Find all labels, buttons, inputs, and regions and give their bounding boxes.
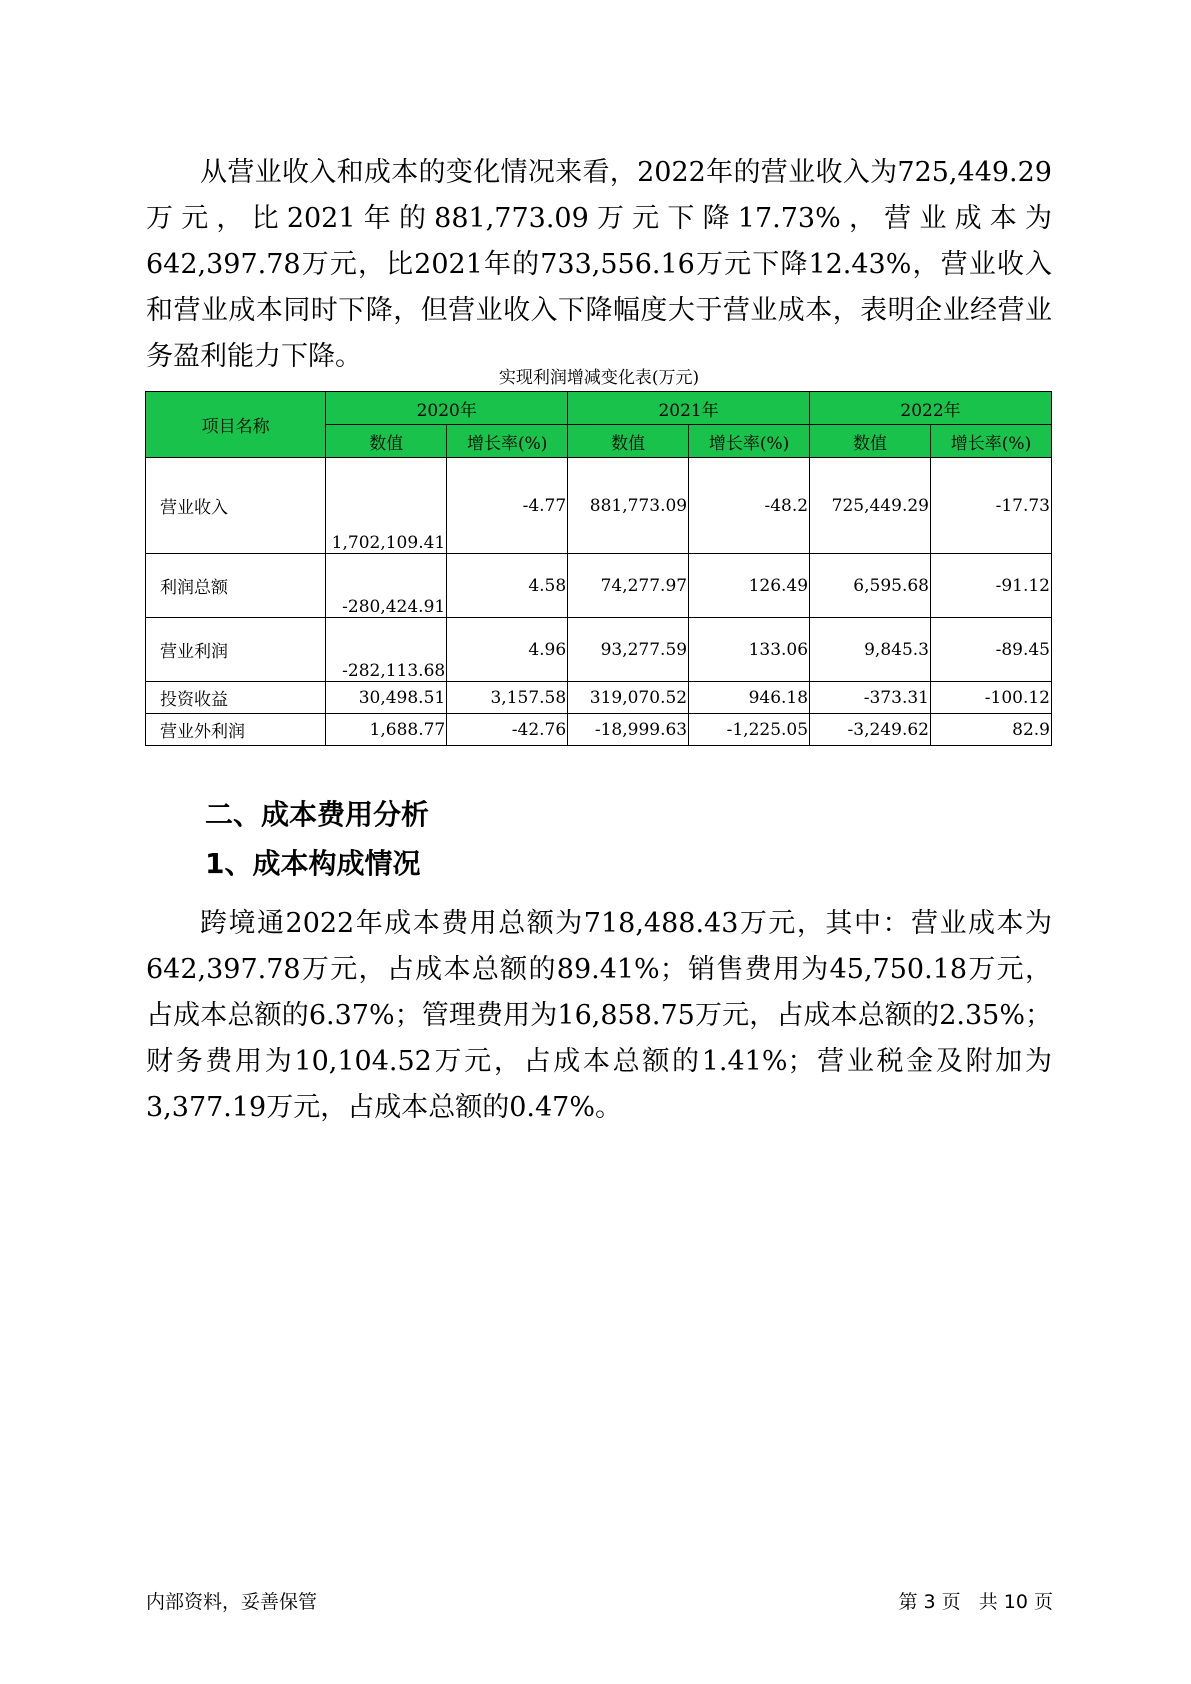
cell-growth: -1,225.05	[689, 714, 810, 746]
cell-value: 93,277.59	[568, 618, 689, 682]
cost-composition-paragraph: 跨境通2022年成本费用总额为718,488.43万元，其中：营业成本为642,397.78万元，占成本总额的89.41%；销售费用为45,750.18万元，占成本总额的6.37%；管理费用为16,858.75万元，占成本总额的2.35%；财务费用为10,104.52万元，占成本总额的1.41%；营业税金及附加为3,377.19万元，占成本总额的0.47%。	[146, 908, 1052, 1123]
cell-growth: 4.96	[447, 618, 568, 682]
cell-value: 9,845.3	[810, 618, 931, 682]
header-growth: 增长率(%)	[689, 425, 810, 458]
cell-value: -18,999.63	[568, 714, 689, 746]
footer-page-number: 第 3 页 共 10 页	[898, 1591, 1053, 1613]
cell-growth: -48.2	[689, 458, 810, 554]
cell-growth: 82.9	[930, 714, 1051, 746]
header-value: 数值	[810, 425, 931, 458]
cell-growth: -17.73	[930, 458, 1051, 554]
header-year: 2020年	[326, 392, 568, 425]
subsection-heading: 1、成本构成情况	[205, 847, 421, 880]
cell-value: 30,498.51	[326, 682, 447, 714]
cell-value: -3,249.62	[810, 714, 931, 746]
cell-value: 1,702,109.41	[326, 458, 447, 554]
table-caption: 实现利润增减变化表(万元)	[498, 368, 700, 388]
cell-growth: -100.12	[930, 682, 1051, 714]
table-row	[146, 554, 1052, 618]
row-name: 营业利润	[146, 618, 326, 682]
cell-growth: -91.12	[930, 554, 1051, 618]
cell-value: -282,113.68	[326, 618, 447, 682]
row-name: 营业收入	[146, 458, 326, 554]
header-year: 2022年	[810, 392, 1052, 425]
row-name: 利润总额	[146, 554, 326, 618]
header-growth: 增长率(%)	[930, 425, 1051, 458]
header-growth: 增长率(%)	[447, 425, 568, 458]
table-row	[146, 682, 1052, 714]
header-year: 2021年	[568, 392, 810, 425]
header-item-name: 项目名称	[146, 392, 326, 458]
cell-growth: 133.06	[689, 618, 810, 682]
header-value: 数值	[568, 425, 689, 458]
cell-value: 881,773.09	[568, 458, 689, 554]
cell-growth: 4.58	[447, 554, 568, 618]
cell-value: 74,277.97	[568, 554, 689, 618]
cell-value: -373.31	[810, 682, 931, 714]
cell-growth: 126.49	[689, 554, 810, 618]
table-row	[146, 714, 1052, 746]
cell-value: -280,424.91	[326, 554, 447, 618]
table-row	[146, 618, 1052, 682]
footer-confidential: 内部资料，妥善保管	[146, 1591, 318, 1613]
cell-value: 1,688.77	[326, 714, 447, 746]
cell-growth: 946.18	[689, 682, 810, 714]
cell-growth: -89.45	[930, 618, 1051, 682]
cell-value: 6,595.68	[810, 554, 931, 618]
section-heading: 二、成本费用分析	[205, 798, 430, 831]
row-name: 投资收益	[146, 682, 326, 714]
header-value: 数值	[326, 425, 447, 458]
cell-value: 725,449.29	[810, 458, 931, 554]
intro-paragraph: 从营业收入和成本的变化情况来看，2022年的营业收入为725,449.29万元，比2021年的881,773.09万元下降17.73%，营业成本为642,397.78万元，比2021年的733,556.16万元下降12.43%，营业收入和营业成本同时下降，但营业收入下降幅度大于营业成本，表明企业经营业务盈利能力下降。	[146, 157, 1052, 372]
table-row	[146, 458, 1052, 554]
cell-growth: -4.77	[447, 458, 568, 554]
cell-value: 319,070.52	[568, 682, 689, 714]
row-name: 营业外利润	[146, 714, 326, 746]
cell-growth: 3,157.58	[447, 682, 568, 714]
cell-growth: -42.76	[447, 714, 568, 746]
profit-change-table	[145, 391, 1052, 746]
